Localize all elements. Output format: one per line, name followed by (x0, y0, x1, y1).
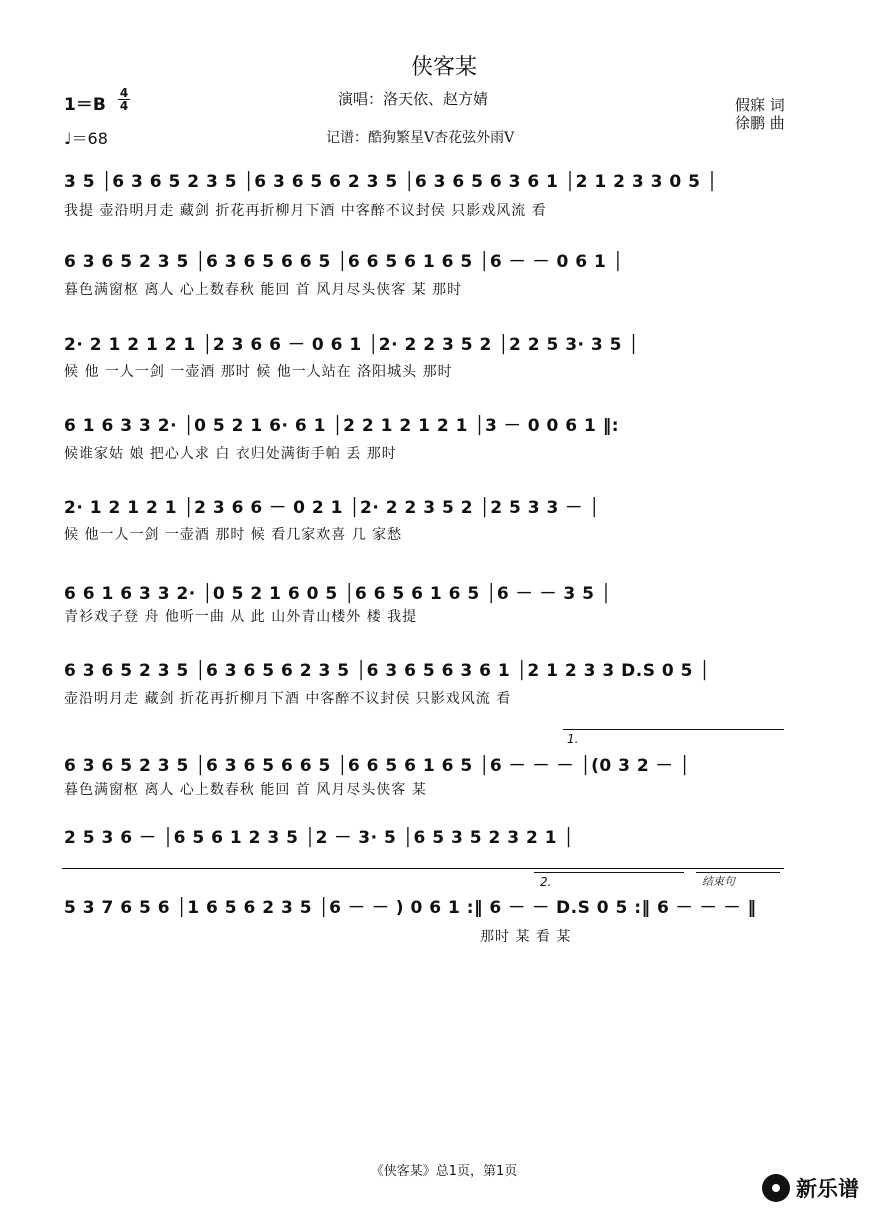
volta-2-bracket (534, 872, 684, 873)
volta-2-label: 2. (540, 875, 552, 889)
lyric-line: 暮色满窗枢 离人 心上数春秋 能回 首 风月尽头侠客 某 那时 (64, 282, 463, 298)
time-signature-bottom: 4 (119, 99, 129, 113)
composer-credit: 徐鹏 曲 (735, 114, 785, 132)
page-footer: 《侠客某》总1页，第1页 (370, 1164, 518, 1179)
page-title: 侠客某 (410, 55, 477, 80)
lyricist-credit: 假寐 词 (735, 96, 785, 114)
notation-line: 2· 1 2 1 2 1 │2 3 6 6 － 0 2 1 │2· 2 2 3 5 2 │2 5 3 3 － │ (64, 498, 600, 518)
site-logo (762, 1173, 859, 1203)
lyric-line: 候 他 一人一剑 一壶酒 那时 候 他一人站在 洛阳城头 那时 (64, 364, 453, 380)
ending-bracket (696, 872, 780, 873)
notation-line: 6 3 6 5 2 3 5 │6 3 6 5 6 6 5 │6 6 5 6 1 6 5 │6 － － 0 6 1 │ (64, 252, 624, 272)
notation-line: 2 5 3 6 － │6 5 6 1 2 3 5 │2 － 3· 5 │6 5 3 5 2 3 2 1 │ (64, 828, 575, 848)
notation-line: 5 3 7 6 5 6 │1 6 5 6 2 3 5 │6 － － ) 0 6 1 :‖ 6 － － D.S 0 5 :‖ 6 － － － ‖ (64, 898, 757, 918)
lyric-line: 青衫戏子登 舟 他听一曲 从 此 山外青山楼外 楼 我提 (64, 609, 418, 625)
slur-line (62, 868, 784, 869)
lyric-line: 壶沿明月走 藏剑 折花再折柳月下酒 中客醉不议封侯 只影戏风流 看 (64, 691, 512, 707)
lyric-line: 候 他一人一剑 一壶酒 那时 候 看几家欢喜 几 家愁 (64, 527, 403, 543)
tempo-marking: ♩＝68 (64, 129, 108, 148)
notation-line: 6 3 6 5 2 3 5 │6 3 6 5 6 6 5 │6 6 5 6 1 6 5 │6 － － － │(0 3 2 － │ (64, 756, 691, 776)
volta-1-bracket (563, 729, 784, 730)
lyric-line: 那时 某 看 某 (480, 929, 572, 945)
lyric-line: 我提 壶沿明月走 藏剑 折花再折柳月下酒 中客醉不议封侯 只影戏风流 看 (64, 203, 547, 219)
ending-label: 结束句 (702, 875, 735, 888)
transcriber-credit: 记谱：酷狗繁星V杏花弦外雨V (326, 130, 515, 146)
key-signature: 1＝B (64, 95, 106, 115)
notation-line: 6 6 1 6 3 3 2· │0 5 2 1 6 0 5 │6 6 5 6 1 6 5 │6 － － 3 5 │ (64, 584, 612, 604)
notation-line: 2· 2 1 2 1 2 1 │2 3 6 6 － 0 6 1 │2· 2 2 3 5 2 │2 2 5 3· 3 5 │ (64, 335, 640, 355)
vinyl-disc-icon (762, 1174, 790, 1202)
lyric-line: 暮色满窗枢 离人 心上数春秋 能回 首 风月尽头侠客 某 (64, 782, 427, 798)
singers-credit: 演唱：洛天依、赵方婧 (338, 90, 489, 108)
time-signature-top: 4 (119, 86, 129, 100)
logo-text: 新乐谱 (796, 1177, 859, 1201)
notation-line: 6 1 6 3 3 2· │0 5 2 1 6· 6 1 │2 2 1 2 1 2 1 │3 － 0 0 6 1 ‖: (64, 416, 620, 436)
notation-line: 6 3 6 5 2 3 5 │6 3 6 5 6 2 3 5 │6 3 6 5 6 3 6 1 │2 1 2 3 3 D.S 0 5 │ (64, 661, 711, 681)
time-signature (118, 87, 130, 112)
notation-line: 3 5 │6 3 6 5 2 3 5 │6 3 6 5 6 2 3 5 │6 3 6 5 6 3 6 1 │2 1 2 3 3 0 5 │ (64, 172, 718, 192)
lyric-line: 候谁家姑 娘 把心人求 白 衣归处满街手帕 丢 那时 (64, 446, 397, 462)
volta-1-label: 1. (567, 732, 579, 746)
